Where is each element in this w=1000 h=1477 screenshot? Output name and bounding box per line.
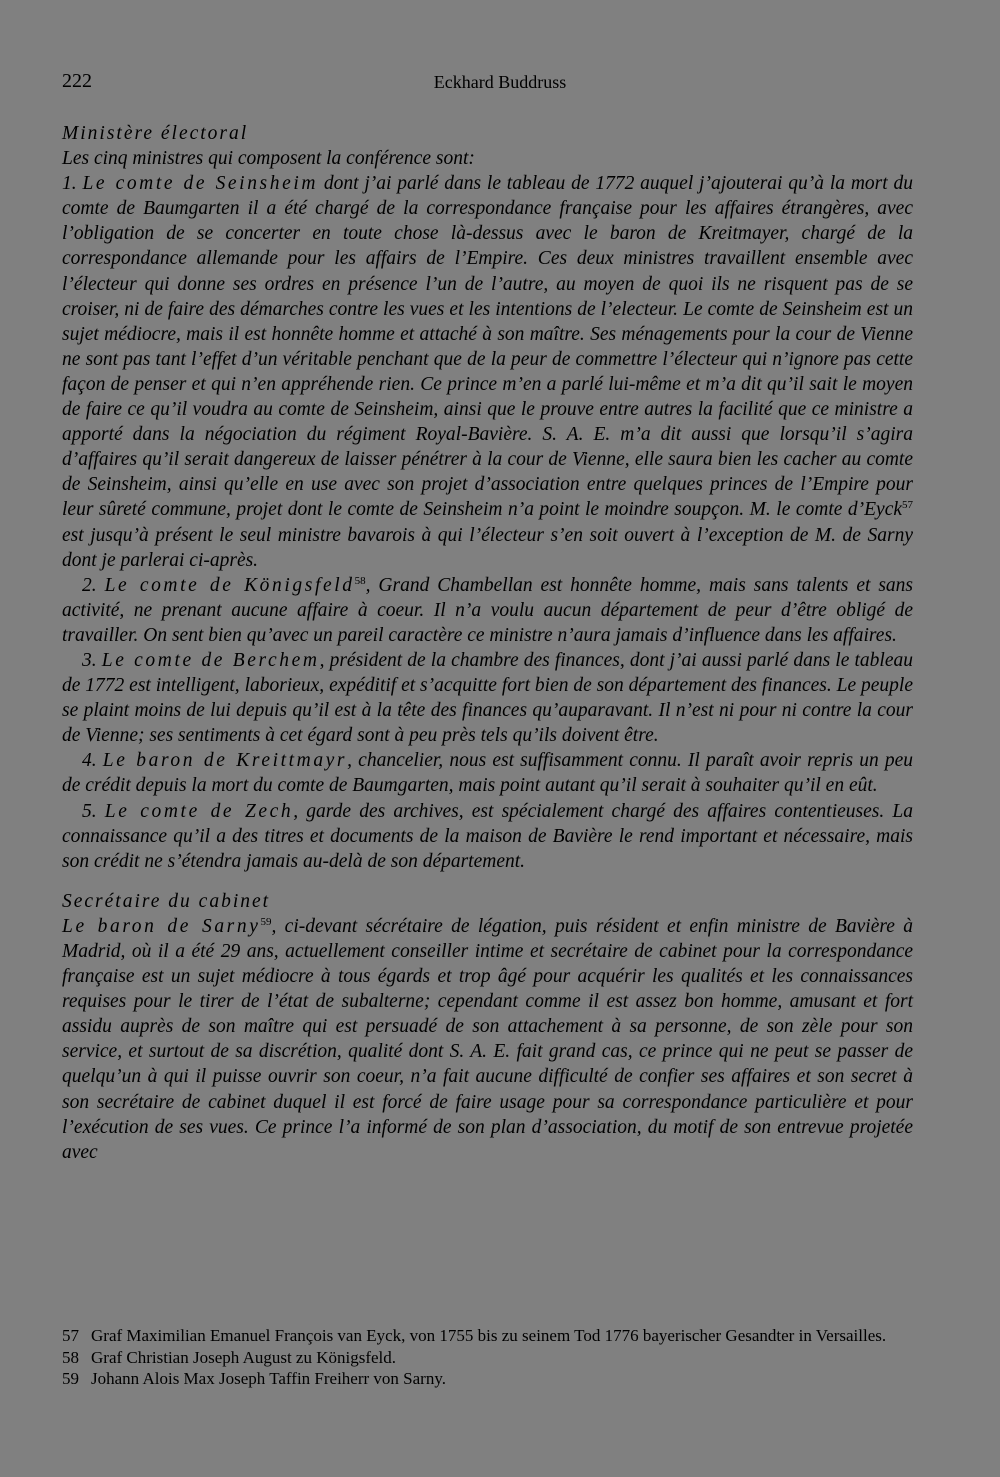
secretary-paragraph bbox=[62, 914, 913, 1165]
paragraph-number: 5. bbox=[82, 800, 97, 822]
footnote-ref-57: 57 bbox=[902, 499, 913, 512]
minister-name: Le comte de Seinsheim bbox=[82, 173, 319, 195]
footnote-58 bbox=[62, 1347, 922, 1369]
paragraph-text: , chancelier, nous est suffisamment connu. Il paraît avoir repris un peu de crédit depuis la mort du comte de Baumgarten, mais point autant qu’il serait à souhaiter qu’il en eût. bbox=[62, 750, 914, 797]
footnote-ref-59: 59 bbox=[260, 915, 272, 928]
paragraph-number: 4. bbox=[82, 750, 97, 772]
paragraph-number: 2. bbox=[82, 574, 97, 596]
section-gap bbox=[62, 874, 913, 889]
minister-name: Le comte de Berchem bbox=[101, 649, 320, 671]
running-head: Eckhard Buddruss bbox=[433, 72, 567, 92]
footnote-number: 57 bbox=[62, 1326, 79, 1345]
footnote-text: Johann Alois Max Joseph Taffin Freiherr von Sarny. bbox=[91, 1369, 446, 1389]
footnotes bbox=[62, 1325, 922, 1390]
footnote-57 bbox=[62, 1325, 922, 1347]
secretary-name: Le baron de Sarny bbox=[62, 915, 261, 937]
paragraph-number: 1. bbox=[62, 173, 77, 195]
main-text bbox=[62, 121, 913, 1165]
minister-name: Le comte de Königsfeld bbox=[104, 574, 355, 596]
paragraph-text: , Grand Chambellan est honnête homme, mais sans talents et sans activité, ne prenant aucune affaire à coeur. Il n’a voulu aucun département de peur d’être obligé de travailler. On sent bien qu’avec un pareil caractère ce ministre n’aura jamais d’influence dans les affaires. bbox=[62, 574, 914, 646]
footnote-number: 59 bbox=[62, 1369, 79, 1389]
minister-paragraph-1 bbox=[62, 171, 913, 573]
footnote-ref-58: 58 bbox=[354, 574, 366, 587]
minister-paragraph-3 bbox=[62, 648, 913, 748]
paragraph-text: , garde des archives, est spécialement chargé des affaires contentieuses. La connaissance qu’il a des titres et documents de la maison de Bavière le rend important et nécessaire, mais son crédit ne s’étendra jamais au-delà de son département. bbox=[62, 800, 914, 872]
paragraph-number: 3. bbox=[82, 649, 97, 671]
section-heading-secretaire: Secrétaire du cabinet bbox=[62, 890, 271, 912]
footnote-number: 58 bbox=[62, 1347, 79, 1367]
paragraph-text: dont j’ai parlé dans le tableau de 1772 auquel j’ajouterai qu’à la mort du comte de Baumgarten il a été chargé de la correspondance française pour les affaires étrangères, avec l’obligation de se concerter en toute chose là-dessus avec le baron de Kreitmayer, chargé de la correspondance allemande pour les affairs de l’Empire. Ces deux ministres travaillent ensemble avec l’électeur qui donne ses ordres en présence l’un de l’autre, au moyen de quoi ils ne risquent pas de se croiser, ni de faire des démarches contre les vues et les intentions de l’electeur. Le comte de Seinsheim est un sujet médiocre, mais il est honnête homme et attaché à son maître. Ses ménagements pour la cour de Vienne ne sont pas tant l’effet d’un véritable penchant que de la peur de commettre l’électeur qui n’ignore pas cette façon de penser et qui n’en appréhende rien. Ce prince m’en a parlé lui-même et m’a dit qu’il sait le moyen de faire ce qu’il voudra au comte de Seinsheim, ainsi que le prouve entre autres la facilité que ce ministre a apporté dans la négociation du régiment Royal-Bavière. S. A. E. m’a dit aussi que lorsqu’il s’agira d’affaires qu’il serait dangereux de laisser pénétrer à la cour de Vienne, elle saura bien les cacher au comte de Seinsheim, ainsi qu’elle en use avec son projet d’association entre quelques princes de l’Empire pour leur sûreté commune, projet dont le comte de Seinsheim n’a point le moindre soupçon. M. le comte d’Eyck bbox=[62, 173, 914, 521]
minister-paragraph-4 bbox=[62, 748, 913, 798]
section-heading-ministere: Ministère électoral bbox=[62, 123, 249, 144]
paragraph-text-continued: est jusqu’à présent le seul ministre bavarois à qui l’électeur s’en soit ouvert à l’exception de M. de Sarny dont je parlerai ci-après. bbox=[62, 524, 913, 571]
intro-paragraph: Les cinq ministres qui composent la conférence sont: bbox=[62, 148, 475, 170]
paragraph-text: , président de la chambre des finances, dont j’ai aussi parlé dans le tableau de 1772 est intelligent, laborieux, expéditif et s’acquitte fort bien de son département des finances. Le peuple se plaint moins de lui depuis qu’il est à la tête des finances qu’auparavant. Il n’est ni pour ni contre la cour de Vienne; ses sentiments à cet égard sont à peu près tels qu’ils doivent être. bbox=[62, 649, 913, 747]
footnote-text: Graf Maximilian Emanuel François van Eyck, von 1755 bis zu seinem Tod 1776 bayerischer Gesandter in Versailles. bbox=[91, 1326, 887, 1345]
page-header bbox=[62, 70, 938, 98]
minister-paragraph-2 bbox=[62, 573, 913, 648]
minister-name: Le baron de Kreittmayr bbox=[102, 750, 348, 772]
page-number: 222 bbox=[62, 70, 92, 92]
footnote-text: Graf Christian Joseph August zu Königsfeld. bbox=[91, 1347, 397, 1367]
minister-name: Le comte de Zech bbox=[104, 800, 294, 822]
paragraph-text: , ci-devant sécrétaire de légation, puis résident et enfin ministre de Bavière à Madrid, où il a été 29 ans, actuellement conseiller intime et secrétaire de cabinet pour la correspondance française est un sujet médiocre à tous égards et trop âgé pour acquérir les qualités et les connaissances requises pour le tirer de l’état de subalterne; cependant comme il est assez bon homme, amusant et fort assidu auprès de son maître qui est persuadé de son attachement à sa personne, de son zèle pour son service, et surtout de sa discrétion, qualité dont S. A. E. fait grand cas, ce prince qui ne peut se passer de quelqu’un à qui il puisse ouvrir son coeur, n’a fait aucune difficulté de confier ses affaires et son secret à son secrétaire de cabinet duquel il est forcé de faire usage pour sa correspondance particulière et pour l’exécution de ses vues. Ce prince l’a informé de son plan d’association, du motif de son entrevue projetée avec bbox=[62, 915, 913, 1163]
footnote-59 bbox=[62, 1368, 922, 1390]
minister-paragraph-5 bbox=[62, 799, 913, 874]
